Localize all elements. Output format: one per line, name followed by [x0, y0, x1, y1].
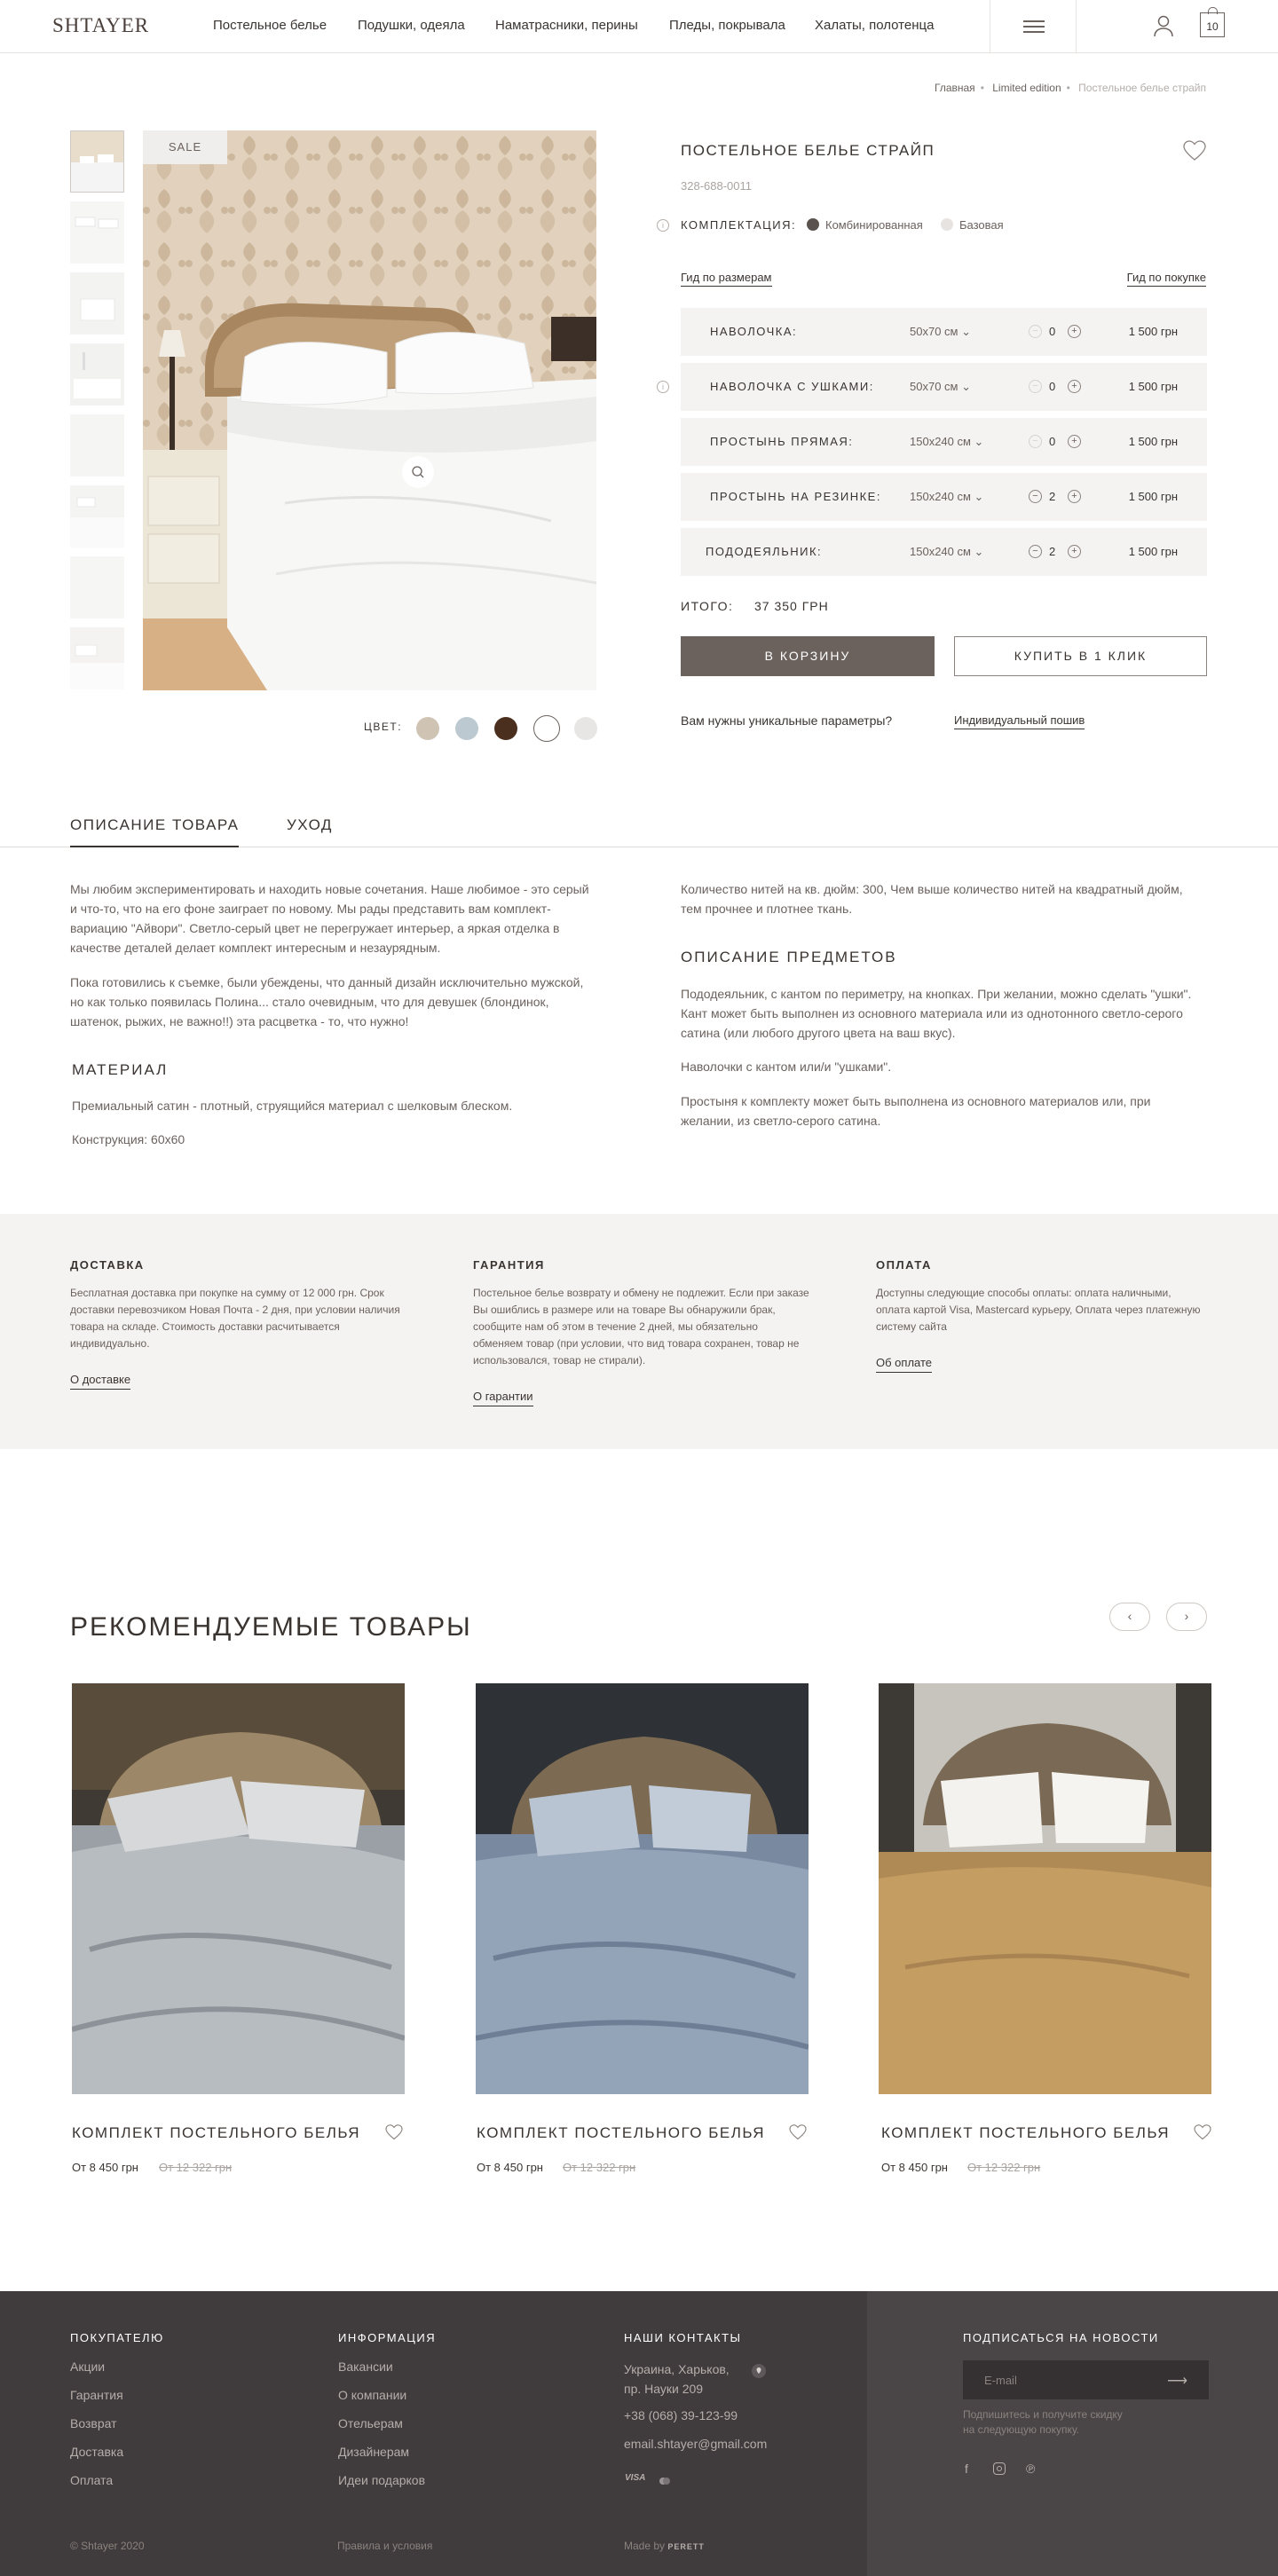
- breadcrumb-limited[interactable]: Limited edition: [992, 82, 1061, 94]
- breadcrumb-current: Постельное белье страйп: [1078, 82, 1206, 94]
- items-paragraph: Простыня к комплекту может быть выполнена из основного материалов или, при желании, из светло-серого сатина.: [681, 1094, 1151, 1128]
- gallery-thumb[interactable]: [70, 485, 124, 547]
- footer-phone[interactable]: +38 (068) 39-123-99: [624, 2408, 738, 2422]
- footer-link[interactable]: Акции: [70, 2359, 106, 2374]
- map-pin-icon[interactable]: [752, 2364, 766, 2378]
- info-icon[interactable]: i: [657, 381, 669, 393]
- construction-text: Конструкция: 60x60: [72, 1132, 185, 1146]
- quantity-value: 0: [1049, 435, 1056, 448]
- product-card-old-price: От 12 322 грн: [563, 2161, 636, 2174]
- color-swatch[interactable]: [416, 717, 439, 740]
- gallery-thumb[interactable]: [70, 130, 124, 193]
- tab-care[interactable]: УХОД: [287, 816, 333, 833]
- footer-address-line: Украина, Харьков,: [624, 2362, 730, 2376]
- nav-robes[interactable]: Халаты, полотенца: [815, 18, 935, 33]
- footer-link[interactable]: Отельерам: [338, 2416, 403, 2430]
- unique-params-question: Вам нужны уникальные параметры?: [681, 713, 893, 728]
- menu-icon[interactable]: [990, 0, 1077, 53]
- logo[interactable]: SHTAYER: [52, 14, 150, 36]
- footer-link[interactable]: О компании: [338, 2388, 407, 2402]
- item-price: 1 500 грн: [1128, 545, 1178, 558]
- size-guide-link[interactable]: Гид по размерам: [681, 271, 772, 287]
- product-card-price: От 8 450 грн: [72, 2161, 138, 2174]
- footer-link[interactable]: Гарантия: [70, 2388, 123, 2402]
- nav-mattress-toppers[interactable]: Наматрасники, перины: [495, 18, 638, 33]
- gallery-thumb[interactable]: [70, 343, 124, 406]
- custom-tailoring-link[interactable]: Индивидуальный пошив: [954, 713, 1085, 729]
- footer-info-title: ИНФОРМАЦИЯ: [338, 2331, 437, 2344]
- visa-logo: VISA: [625, 2473, 646, 2483]
- guarantee-title: ГАРАНТИЯ: [473, 1258, 545, 1272]
- radio-combined[interactable]: [807, 218, 819, 231]
- made-by-label: Made by PERETT: [624, 2540, 705, 2552]
- product-card-name[interactable]: КОМПЛЕКТ ПОСТЕЛЬНОГО БЕЛЬЯ: [881, 2124, 1171, 2141]
- description-paragraph: Пока готовились к съемке, были убеждены, что данный дизайн исключительно мужской, но как только появилась Полина... стало очевидным, что для девушек (блондинок, шатенок, рыжих, не важно!!) эта расцветка - то, что нужно!: [70, 975, 584, 1028]
- item-price: 1 500 грн: [1128, 490, 1178, 503]
- subscribe-form: [963, 2360, 1209, 2399]
- recommended-title: РЕКОМЕНДУЕМЫЕ ТОВАРЫ: [70, 1612, 472, 1642]
- product-sku: 328-688-0011: [681, 179, 752, 193]
- item-price: 1 500 грн: [1128, 380, 1178, 393]
- footer-contacts-title: НАШИ КОНТАКТЫ: [624, 2331, 742, 2344]
- info-icon[interactable]: i: [657, 219, 669, 232]
- product-card-image[interactable]: [879, 1683, 1211, 2094]
- product-title: ПОСТЕЛЬНОЕ БЕЛЬЕ СТРАЙП: [681, 142, 935, 159]
- heart-icon[interactable]: [1183, 140, 1206, 161]
- item-name: НАВОЛОЧКА:: [710, 325, 798, 338]
- description-paragraph: Мы любим экспериментировать и находить новые сочетания. Наше любимое - это серый и что-то, что на его фоне заиграет по новому. Мы рады представить вам комплект-вариацию "Айвори". Светло-серый цвет не перегружает интерьер, а яркая отделка в качестве деталей делает комплект интересным и незаурядным.: [70, 882, 589, 955]
- nav-bedding[interactable]: Постельное белье: [213, 18, 327, 33]
- gallery-thumb[interactable]: [70, 627, 124, 689]
- color-label: ЦВЕТ:: [364, 721, 403, 733]
- material-text: Премиальный сатин - плотный, струящийся материал с шелковым блеском.: [72, 1099, 513, 1113]
- heart-icon[interactable]: [385, 2124, 403, 2140]
- footer-link[interactable]: Дизайнерам: [338, 2445, 410, 2459]
- size-select[interactable]: 150x240 см ⌄: [910, 435, 984, 448]
- buy-one-click-button[interactable]: КУПИТЬ В 1 КЛИК: [954, 636, 1207, 676]
- plus-button[interactable]: +: [1068, 490, 1081, 503]
- radio-basic-label[interactable]: Базовая: [959, 218, 1004, 232]
- delivery-title: ДОСТАВКА: [70, 1258, 145, 1272]
- footer-link[interactable]: Вакансии: [338, 2359, 393, 2374]
- set-item-row: [681, 473, 1207, 521]
- color-swatch[interactable]: [574, 717, 597, 740]
- plus-button[interactable]: +: [1068, 380, 1081, 393]
- product-card-image[interactable]: [72, 1683, 405, 2094]
- plus-button[interactable]: +: [1068, 545, 1081, 558]
- items-paragraph: Наволочки с кантом или/и "ушками".: [681, 1060, 892, 1074]
- item-price: 1 500 грн: [1128, 435, 1178, 448]
- material-title: МАТЕРИАЛ: [72, 1061, 169, 1078]
- sale-badge: SALE: [143, 130, 227, 164]
- product-main-image[interactable]: [143, 130, 596, 690]
- subscribe-note: Подпишитесь и получите скидку: [963, 2408, 1123, 2421]
- footer-link[interactable]: Доставка: [70, 2445, 124, 2459]
- gallery-thumb[interactable]: [70, 272, 124, 335]
- guarantee-text: Постельное белье возврату и обмену не подлежит. Если при заказе Вы ошиблись в размере или на товаре Вы обнаружили брак, сообщите нам об этом в течение 2 дней, мы обязательно обменяем товар (при условии, что вид товара сохранен, товар не использовался, товар не стирали).: [473, 1287, 809, 1367]
- facebook-icon[interactable]: f: [965, 2462, 968, 2476]
- user-icon[interactable]: [1154, 14, 1173, 37]
- total-value: 37 350 ГРН: [754, 599, 829, 613]
- product-card-price: От 8 450 грн: [881, 2161, 948, 2174]
- cart-icon[interactable]: 10: [1200, 12, 1225, 37]
- pinterest-icon[interactable]: ℗: [1026, 2462, 1036, 2476]
- item-name: ПРОСТЫНЬ НА РЕЗИНКЕ:: [710, 490, 881, 503]
- gallery-thumb[interactable]: [70, 201, 124, 264]
- heart-icon[interactable]: [1194, 2124, 1211, 2140]
- color-swatch[interactable]: [455, 717, 478, 740]
- product-card-name[interactable]: КОМПЛЕКТ ПОСТЕЛЬНОГО БЕЛЬЯ: [72, 2124, 361, 2141]
- total-label: ИТОГО:: [681, 599, 734, 613]
- quantity-value: 2: [1049, 490, 1056, 503]
- breadcrumb: Главная • Limited edition • Постельное белье страйп: [935, 82, 1206, 94]
- payment-title: ОПЛАТА: [876, 1258, 932, 1272]
- radio-basic[interactable]: [941, 218, 953, 231]
- footer-link[interactable]: Возврат: [70, 2416, 117, 2430]
- add-to-cart-button[interactable]: В КОРЗИНУ: [681, 636, 935, 676]
- footer-address-line: пр. Науки 209: [624, 2382, 704, 2396]
- footer-email[interactable]: email.shtayer@gmail.com: [624, 2437, 768, 2451]
- footer-buyer-title: ПОКУПАТЕЛЮ: [70, 2331, 164, 2344]
- delivery-link[interactable]: О доставке: [70, 1373, 130, 1390]
- footer-link[interactable]: Оплата: [70, 2473, 114, 2487]
- minus-button[interactable]: −: [1029, 380, 1042, 393]
- items-paragraph: Пододеяльник, с кантом по периметру, на кнопках. При желании, можно сделать "ушки". Кант может быть выполнен из основного материала или из однотонного светло-серого сатина (или любого другого цвета на ваш вкус).: [681, 987, 1192, 1040]
- color-swatch-selected[interactable]: [533, 715, 560, 742]
- item-name: ПОДОДЕЯЛЬНИК:: [706, 545, 823, 558]
- item-name: НАВОЛОЧКА С УШКАМИ:: [710, 380, 874, 393]
- minus-button[interactable]: −: [1029, 325, 1042, 338]
- product-card-old-price: От 12 322 грн: [967, 2161, 1041, 2174]
- plus-button[interactable]: +: [1068, 325, 1081, 338]
- tab-description[interactable]: ОПИСАНИЕ ТОВАРА: [70, 816, 239, 847]
- quantity-value: 2: [1049, 545, 1056, 558]
- color-swatch[interactable]: [494, 717, 517, 740]
- minus-button[interactable]: −: [1029, 435, 1042, 448]
- subscribe-email-input[interactable]: [963, 2360, 1167, 2399]
- minus-button[interactable]: −: [1029, 545, 1042, 558]
- payment-text: Доступны следующие способы оплаты: оплата наличными, оплата картой Visa, Mastercard курьеру, Оплата через платежную систему сайта: [876, 1287, 1201, 1333]
- guarantee-link[interactable]: О гарантии: [473, 1390, 533, 1406]
- plus-button[interactable]: +: [1068, 435, 1081, 448]
- kompl-label: КОМПЛЕКТАЦИЯ:: [681, 218, 797, 232]
- next-arrow-icon[interactable]: ›: [1166, 1603, 1207, 1631]
- quantity-value: 0: [1049, 380, 1056, 393]
- quantity-value: 0: [1049, 325, 1056, 338]
- set-item-row: [681, 363, 1207, 411]
- breadcrumb-home[interactable]: Главная: [935, 82, 975, 94]
- set-item-row: [681, 308, 1207, 356]
- set-item-row: [681, 418, 1207, 466]
- made-by-brand: PERETT: [667, 2542, 705, 2551]
- product-card-old-price: От 12 322 грн: [159, 2161, 233, 2174]
- buy-guide-link[interactable]: Гид по покупке: [1127, 271, 1206, 287]
- items-title: ОПИСАНИЕ ПРЕДМЕТОВ: [681, 949, 897, 965]
- footer-link[interactable]: Идеи подарков: [338, 2473, 426, 2487]
- size-select[interactable]: 50x70 см ⌄: [910, 325, 971, 338]
- product-card-price: От 8 450 грн: [477, 2161, 543, 2174]
- size-select[interactable]: 50x70 см ⌄: [910, 380, 971, 393]
- delivery-text: Бесплатная доставка при покупке на сумму от 12 000 грн. Срок доставки перевозчиком Новая Почта - 2 дня, при условии наличия товара на складе. Стоимость доставки расчитывается индивидуально.: [70, 1287, 400, 1350]
- prev-arrow-icon[interactable]: ‹: [1109, 1603, 1150, 1631]
- item-name: ПРОСТЫНЬ ПРЯМАЯ:: [710, 435, 854, 448]
- payment-link[interactable]: Об оплате: [876, 1356, 932, 1373]
- instagram-icon[interactable]: [993, 2462, 1006, 2475]
- item-price: 1 500 грн: [1128, 325, 1178, 338]
- gallery-thumb[interactable]: [70, 556, 124, 618]
- threads-text: Количество нитей на кв. дюйм: 300, Чем выше количество нитей на квадратный дюйм, тем прочнее и плотнее ткань.: [681, 882, 1183, 916]
- gallery-thumb[interactable]: [70, 414, 124, 477]
- product-card-image[interactable]: [476, 1683, 809, 2094]
- product-card-name[interactable]: КОМПЛЕКТ ПОСТЕЛЬНОГО БЕЛЬЯ: [477, 2124, 766, 2141]
- size-select[interactable]: 150x240 см ⌄: [910, 490, 984, 503]
- terms-link[interactable]: Правила и условия: [337, 2540, 433, 2552]
- subscribe-note: на следующую покупку.: [963, 2423, 1079, 2436]
- radio-combined-label[interactable]: Комбинированная: [825, 218, 923, 232]
- nav-blankets[interactable]: Пледы, покрывала: [669, 18, 785, 33]
- set-item-row: [681, 528, 1207, 576]
- heart-icon[interactable]: [789, 2124, 807, 2140]
- zoom-icon[interactable]: [402, 456, 434, 488]
- site-header: [0, 0, 1278, 53]
- size-select[interactable]: 150x240 см ⌄: [910, 545, 984, 558]
- arrow-right-icon[interactable]: ⟶: [1167, 2374, 1187, 2389]
- footer-subscribe-title: ПОДПИСАТЬСЯ НА НОВОСТИ: [963, 2331, 1159, 2344]
- minus-button[interactable]: −: [1029, 490, 1042, 503]
- mastercard-logo: [659, 2474, 671, 2483]
- copyright: © Shtayer 2020: [70, 2540, 145, 2552]
- nav-pillows[interactable]: Подушки, одеяла: [358, 18, 465, 33]
